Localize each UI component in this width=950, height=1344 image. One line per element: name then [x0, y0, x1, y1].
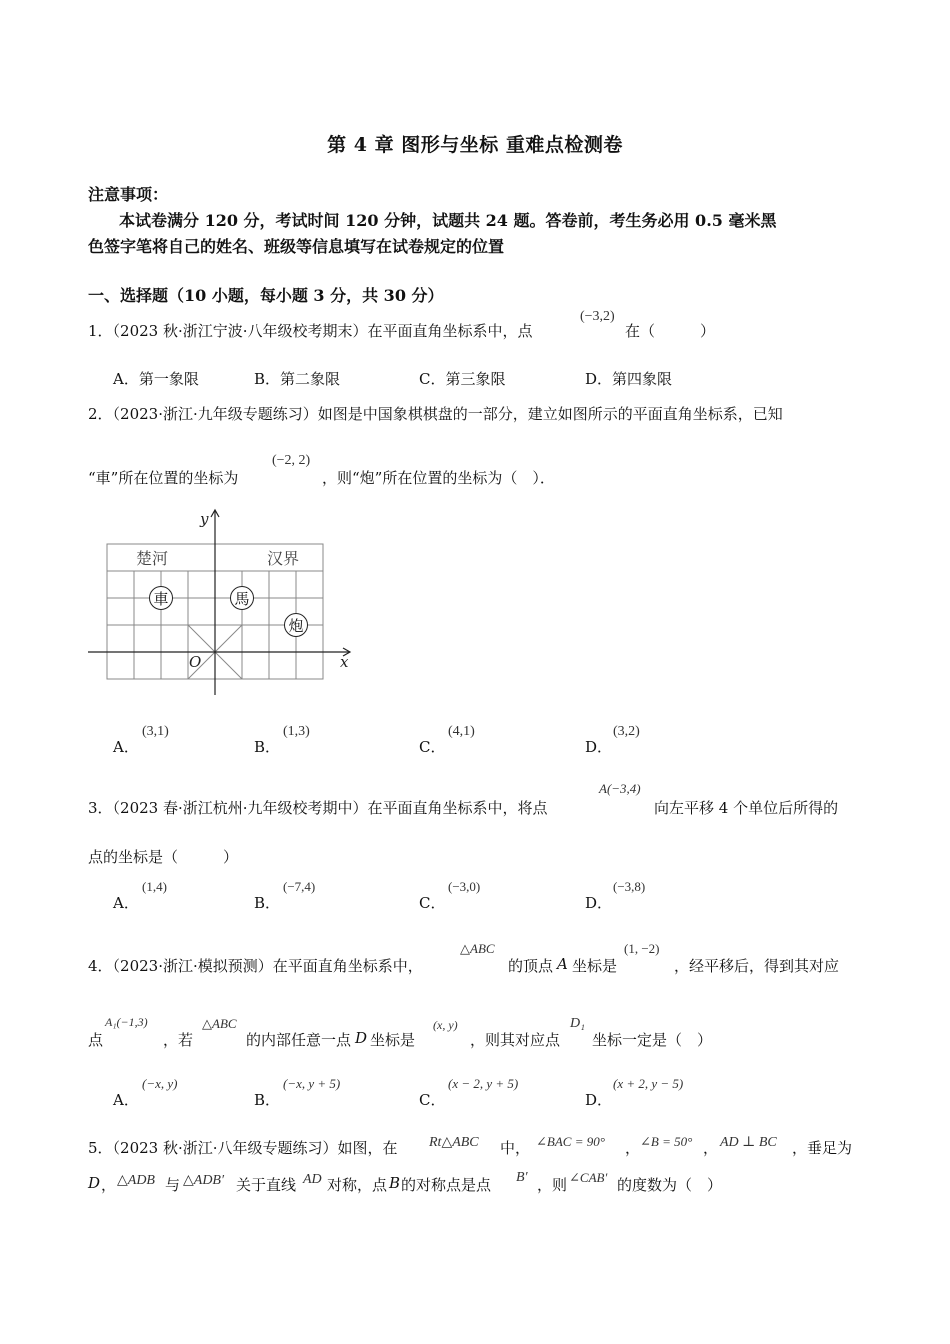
q4-l2-d: 坐标是	[370, 1031, 416, 1049]
q4-text-c: 坐标是	[572, 957, 618, 975]
origin-label: O	[189, 653, 202, 671]
q5-var-d: D	[88, 1174, 101, 1192]
q3-option-c-label: C．	[419, 894, 446, 912]
q4-option-b-value: (−x, y + 5)	[283, 1076, 341, 1091]
q2-option-b-label: B．	[254, 738, 281, 756]
q2-option-c-value: (4,1)	[448, 724, 475, 739]
q5-sep-2: ，	[703, 1139, 719, 1157]
q4-option-c-value: (x − 2, y + 5)	[448, 1076, 519, 1091]
q5-l2-h: 的度数为（ ）	[617, 1176, 723, 1194]
river-left-label: 楚河	[136, 549, 169, 568]
q5-var-b: B	[389, 1174, 401, 1192]
q3-option-d-value: (−3,8)	[613, 879, 646, 894]
q5-text-a: 5．（2023 秋·浙江·八年级专题练习）如图，在	[88, 1139, 398, 1157]
q2-text-b: ，则“炮”所在位置的坐标为（ ）．	[322, 469, 555, 487]
q4-option-a-value: (−x, y)	[142, 1076, 178, 1091]
page-title: 第 4 章 图形与坐标 重难点检测卷	[327, 134, 623, 156]
q2-line-1: 2．（2023·浙江·九年级专题练习）如图是中国象棋棋盘的一部分，建立如图所示的平面直角坐标系，已知	[88, 405, 783, 423]
q2-text-a: “車”所在位置的坐标为	[88, 469, 239, 487]
x-axis-label: x	[340, 653, 349, 671]
q4-text-d: ，经平移后，得到其对应	[674, 957, 840, 975]
q4-option-a-label: A．	[113, 1091, 139, 1109]
q5-l2-e: 对称，点	[327, 1176, 388, 1194]
q5-triangle-adb: △ADB	[117, 1173, 155, 1188]
q4-l2-b: ，若	[163, 1031, 194, 1049]
q5-text-c: ，垂足为	[792, 1139, 853, 1157]
q3-option-c-value: (−3,0)	[448, 879, 481, 894]
piece-ma: 馬	[234, 590, 250, 608]
q1-option-b: B．第二象限	[254, 370, 341, 388]
q4-l2-c: 的内部任意一点	[246, 1031, 352, 1049]
q4-l2-e: ，则其对应点	[470, 1031, 561, 1049]
q1-text-b: 在（ ）	[625, 322, 716, 340]
q1-option-d: D．第四象限	[585, 370, 673, 388]
q2-option-b-value: (1,3)	[283, 724, 310, 739]
q3-line-2: 点的坐标是（ ）	[88, 848, 239, 866]
q5-perp: AD ⊥ BC	[720, 1135, 777, 1150]
q2-option-a-label: A．	[113, 738, 139, 756]
q5-l2-a: ，	[101, 1176, 117, 1194]
q4-text-b: 的顶点	[508, 957, 554, 975]
q5-l2-f: 的对称点是点	[401, 1176, 492, 1194]
q1-text-a: 1．（2023 秋·浙江宁波·八年级校考期末）在平面直角坐标系中，点	[88, 322, 533, 340]
q2-option-d-label: D．	[585, 738, 613, 756]
q4-option-d-value: (x + 2, y − 5)	[613, 1076, 684, 1091]
q4-text-a: 4．（2023·浙江·模拟预测）在平面直角坐标系中，	[88, 957, 423, 975]
q4-point-xy: (x, y)	[433, 1018, 458, 1032]
q4-point-a1: A₁(−1,3)	[105, 1015, 148, 1029]
q5-point-b-prime: B′	[516, 1170, 528, 1185]
q4-triangle: △ABC	[460, 941, 495, 956]
q5-l2-b: 与	[165, 1176, 181, 1194]
chess-board-figure	[80, 505, 370, 700]
q5-angle-b: ∠B = 50°	[640, 1134, 693, 1149]
piece-che: 車	[153, 590, 169, 608]
river-right-label: 汉界	[267, 549, 300, 568]
section-heading: 一、选择题（10 小题，每小题 3 分，共 30 分）	[88, 286, 444, 305]
q3-text-b: 向左平移 4 个单位后所得的	[654, 799, 839, 817]
q4-option-b-label: B．	[254, 1091, 281, 1109]
q2-option-a-value: (3,1)	[142, 724, 169, 739]
q3-option-a-value: (1,4)	[142, 879, 167, 894]
q3-text-a: 3．（2023 春·浙江杭州·九年级校考期中）在平面直角坐标系中，将点	[88, 799, 548, 817]
q2-point: (−2, 2)	[272, 453, 311, 468]
q3-option-d-label: D．	[585, 894, 613, 912]
q4-var-d: D	[355, 1029, 368, 1047]
q4-point-d1: D₁	[570, 1016, 585, 1031]
q3-option-b-value: (−7,4)	[283, 879, 316, 894]
q3-point: A(−3,4)	[599, 781, 641, 796]
notice-line-2: 色签字笔将自己的姓名、班级等信息填写在试卷规定的位置	[88, 237, 505, 256]
q4-option-c-label: C．	[419, 1091, 446, 1109]
q3-option-b-label: B．	[254, 894, 281, 912]
q5-angle-bac: ∠BAC = 90°	[536, 1134, 605, 1149]
q1-option-c: C．第三象限	[419, 370, 506, 388]
q4-option-d-label: D．	[585, 1091, 613, 1109]
q4-var-a: A	[557, 955, 568, 973]
q1-stem	[88, 320, 533, 341]
q5-rt-triangle: Rt△ABC	[429, 1135, 479, 1150]
q5-text-b: 中，	[500, 1139, 531, 1157]
axes	[88, 510, 350, 695]
piece-pao: 炮	[288, 617, 304, 635]
q1-point: (−3,2)	[580, 309, 615, 324]
y-axis-label: y	[200, 510, 209, 528]
q1-option-a: A．第一象限	[113, 370, 199, 388]
q5-line-ad: AD	[303, 1172, 322, 1187]
notice-line-1: 本试卷满分 120 分，考试时间 120 分钟，试题共 24 题。答卷前，考生务必用 0.5 毫米黑	[119, 211, 777, 230]
q4-l2-f: 坐标一定是（ ）	[592, 1031, 713, 1049]
q3-option-a-label: A．	[113, 894, 139, 912]
q5-angle-cab-prime: ∠CAB′	[569, 1170, 608, 1185]
q2-option-c-label: C．	[419, 738, 446, 756]
q2-option-d-value: (3,2)	[613, 724, 640, 739]
q4-point-a: (1, −2)	[624, 941, 660, 956]
q5-l2-g: ，则	[537, 1176, 568, 1194]
q5-sep-1: ，	[625, 1139, 641, 1157]
q4-triangle-2: △ABC	[202, 1016, 237, 1031]
q5-l2-c: 关于直线	[236, 1176, 297, 1194]
q5-triangle-adb-prime: △ADB′	[183, 1173, 225, 1188]
q4-l2-a: 点	[88, 1031, 104, 1049]
notice-heading: 注意事项：	[88, 185, 169, 204]
